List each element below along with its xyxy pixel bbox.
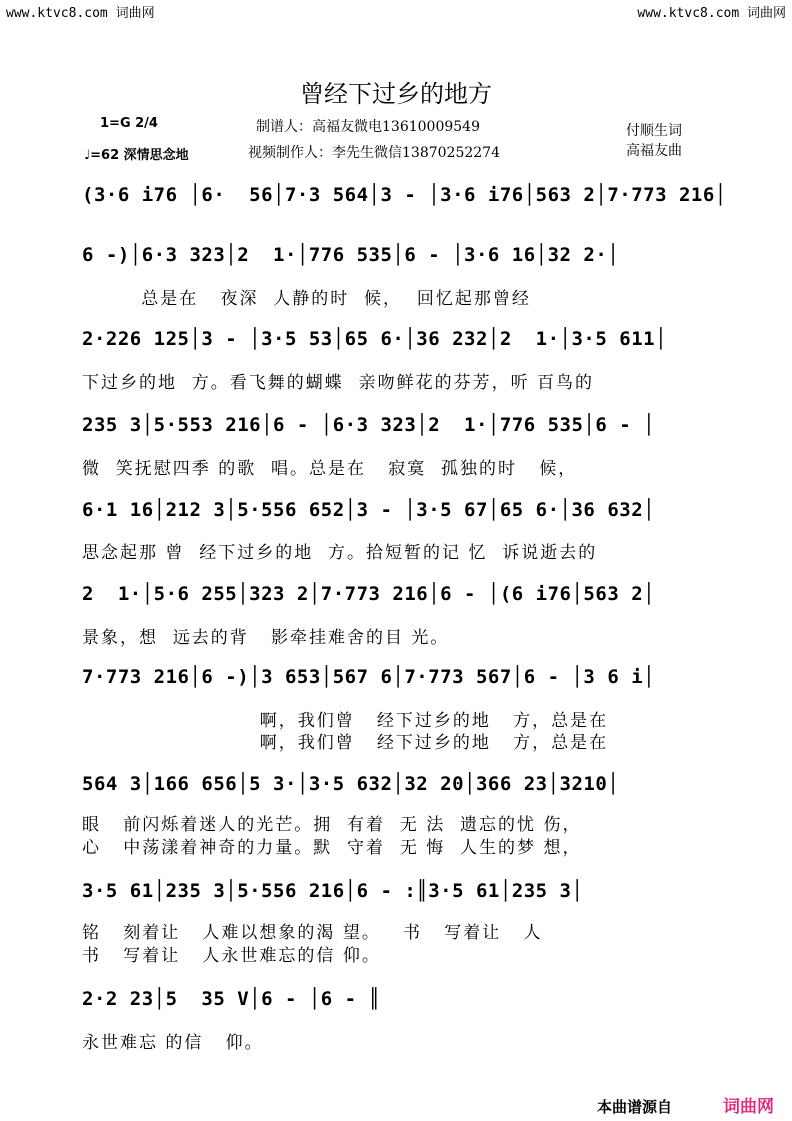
lyric-line-9b: 书 写着让 人永世难忘的信 仰。 [82,946,381,966]
score-maker: 制谱人：高福友微电13610009549 [256,119,480,135]
lyricist: 付顺生词 [626,123,682,139]
brand-logo: 词曲网 [723,1097,774,1117]
music-line-7: 7·773 216│6 -)│3 653│567 6│7·773 567│6 - │3 6 i│ [82,666,656,688]
lyric-line-3: 下过乡的地 方。看飞舞的蝴蝶 亲吻鲜花的芬芳，听 百鸟的 [82,373,595,393]
lyric-line-9a: 铭 刻着让 人难以想象的渴 望。 书 写着让 人 [82,923,543,943]
tempo-marking: ♩=62 深情思念地 [84,148,189,163]
music-line-10: 2·2 23│5 35 V│6 - │6 - ║ [82,988,381,1010]
lyric-line-6: 景象，想 远去的背 影牵挂难舍的目 光。 [82,628,450,648]
music-line-4: 235 3│5·553 216│6 - │6·3 323│2 1·│776 535│6 - │ [82,414,656,436]
music-line-6: 2 1·│5·6 255│323 2│7·773 216│6 - │(6 i76│563 2│ [82,583,656,605]
time-signature: 2/4 [135,116,158,131]
lyric-line-8b: 心 中荡漾着神奇的力量。默 守着 无 悔 人生的梦 想， [82,838,582,858]
lyric-line-2: 总是在 夜深 人静的时 候， 回忆起那曾经 [82,289,531,309]
music-line-3: 2·226 125│3 - │3·5 53│65 6·│36 232│2 1·│3·5 611│ [82,328,668,350]
video-maker: 视频制作人：李先生微信13870252274 [248,145,500,161]
music-line-8: 564 3│166 656│5 3·│3·5 632│32 20│366 23│3210│ [82,773,620,795]
watermark-left: www.ktvc8.com 词曲网 [6,6,155,21]
lyric-line-7a: 啊，我们曾 经下过乡的地 方，总是在 [82,711,609,731]
lyric-line-8a: 眼 前闪烁着迷人的光芒。拥 有着 无 法 遗忘的忧 伤， [82,815,582,835]
lyric-line-5: 思念起那 曾 经下过乡的地 方。拾短暂的记 忆 诉说逝去的 [82,543,598,563]
music-line-9: 3·5 61│235 3│5·556 216│6 - :║3·5 61│235 3│ [82,880,584,902]
music-line-5: 6·1 16│212 3│5·556 652│3 - │3·5 67│65 6·│36 632│ [82,499,656,521]
source-note: 本曲谱源自 [596,1098,672,1116]
page-title: 曾经下过乡的地方 [300,80,492,108]
key-signature: 1=G 2/4 [100,116,158,131]
composer: 高福友曲 [626,143,682,159]
lyric-line-10: 永世难忘 的信 仰。 [82,1033,264,1053]
lyric-line-4: 微 笑抚慰四季 的歌 唱。总是在 寂寞 孤独的时 候， [82,459,578,479]
lyric-line-7b: 啊，我们曾 经下过乡的地 方，总是在 [82,733,609,753]
music-line-1: (3·6 i76 │6· 56│7·3 564│3 - │3·6 i76│563 2│7·773 216│ [82,184,727,206]
music-line-2: 6 -)│6·3 323│2 1·│776 535│6 - │3·6 16│32 2·│ [82,244,620,266]
watermark-right: www.ktvc8.com 词曲网 [637,6,786,21]
